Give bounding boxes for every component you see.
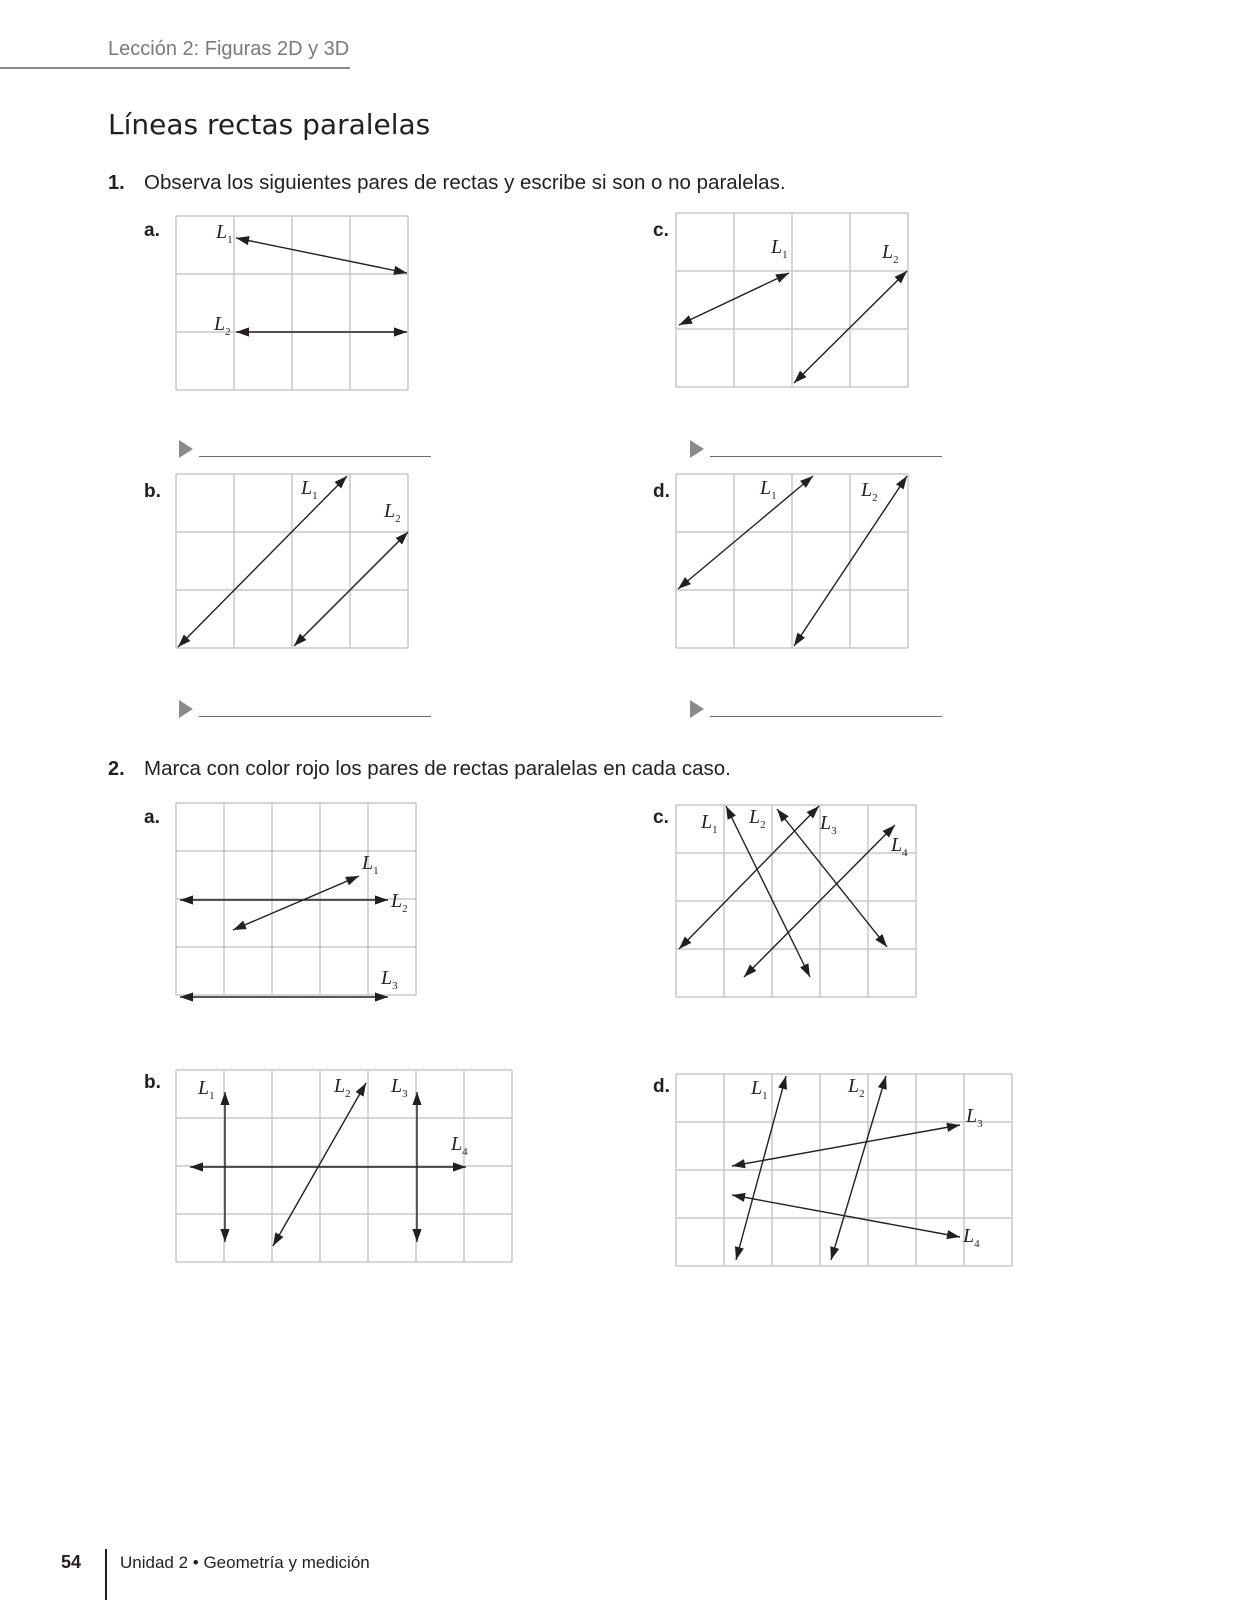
figure-q2-d <box>675 1073 1013 1267</box>
figure-q2-a <box>175 802 417 996</box>
figure-q2-b <box>175 1069 513 1263</box>
arrowhead-icon <box>679 315 693 325</box>
line-label-L2: $L_2$ <box>391 890 408 915</box>
question-2-text: Marca con color rojo los pares de rectas paralelas en cada caso. <box>144 757 731 780</box>
q1-item-d-letter: d. <box>653 481 670 502</box>
answer-line-d[interactable] <box>690 697 950 721</box>
arrowhead-icon <box>356 1083 366 1097</box>
arrowhead-icon <box>875 934 887 947</box>
arrowhead-icon <box>236 327 249 336</box>
arrowhead-icon <box>394 327 407 336</box>
line-label-L1: $L_1$ <box>771 236 788 261</box>
arrowhead-icon <box>412 1092 421 1105</box>
line-L1 <box>726 806 810 977</box>
arrowhead-icon <box>190 1162 203 1171</box>
arrowhead-icon <box>236 236 250 245</box>
q1-item-b-letter: b. <box>144 481 161 502</box>
figure-q1-c <box>675 212 909 388</box>
line-label-L2: $L_2$ <box>848 1075 865 1100</box>
q2-item-d-letter: d. <box>653 1076 670 1097</box>
line-label-L2: $L_2$ <box>334 1075 351 1100</box>
answer-line-c[interactable] <box>690 437 950 461</box>
footer-unit: Unidad 2 • Geometría y medición <box>120 1553 370 1572</box>
line-label-L2: $L_2$ <box>861 479 878 504</box>
answer-marker-icon <box>179 700 193 718</box>
answer-blank-b[interactable] <box>199 716 431 717</box>
question-1-text: Observa los siguientes pares de rectas y escribe si son o no paralelas. <box>144 171 786 194</box>
q2-item-b-letter: b. <box>144 1072 161 1093</box>
arrowhead-icon <box>735 1246 744 1260</box>
q1-item-c-letter: c. <box>653 220 669 241</box>
line-label-L3: $L_3$ <box>966 1105 983 1130</box>
arrowhead-icon <box>345 876 359 885</box>
arrowhead-icon <box>180 992 193 1001</box>
arrowhead-icon <box>412 1229 421 1242</box>
line-L1 <box>178 476 347 647</box>
arrowhead-icon <box>777 809 789 822</box>
figure-q1-a <box>175 215 409 391</box>
answer-blank-d[interactable] <box>710 716 942 717</box>
arrowhead-icon <box>726 806 736 820</box>
answer-marker-icon <box>690 440 704 458</box>
line-label-L2: $L_2$ <box>882 241 899 266</box>
line-L3 <box>732 1125 960 1166</box>
footer-divider <box>105 1549 107 1600</box>
line-label-L1: $L_1$ <box>751 1077 768 1102</box>
arrowhead-icon <box>375 895 388 904</box>
arrowhead-icon <box>946 1123 960 1132</box>
answer-blank-c[interactable] <box>710 456 942 457</box>
arrowhead-icon <box>220 1092 229 1105</box>
arrowhead-icon <box>375 992 388 1001</box>
line-L2 <box>294 532 408 646</box>
arrowhead-icon <box>273 1232 283 1246</box>
figure-q1-d <box>675 473 909 649</box>
line-label-L3: $L_3$ <box>381 967 398 992</box>
line-label-L2: $L_2$ <box>384 500 401 525</box>
arrowhead-icon <box>233 921 247 930</box>
question-1-number: 1. <box>108 172 125 194</box>
arrowhead-icon <box>800 963 810 977</box>
line-label-L4: $L_4$ <box>891 834 908 859</box>
line-label-L2: $L_2$ <box>214 313 231 338</box>
line-L4 <box>732 1195 960 1237</box>
header-rule <box>0 67 350 69</box>
arrowhead-icon <box>946 1230 960 1239</box>
section-title: Líneas rectas paralelas <box>108 108 431 141</box>
line-label-L1: $L_1$ <box>362 852 379 877</box>
line-label-L1: $L_1$ <box>216 221 233 246</box>
arrowhead-icon <box>778 1076 787 1090</box>
page-number: 54 <box>61 1552 82 1572</box>
arrowhead-icon <box>732 1193 746 1202</box>
arrowhead-icon <box>878 1076 887 1090</box>
answer-line-a[interactable] <box>179 437 439 461</box>
answer-marker-icon <box>690 700 704 718</box>
arrowhead-icon <box>794 633 805 646</box>
line-L1 <box>236 238 407 273</box>
line-label-L1: $L_1$ <box>701 811 718 836</box>
arrowhead-icon <box>896 476 907 489</box>
arrowhead-icon <box>775 273 789 283</box>
line-L1 <box>736 1076 786 1260</box>
arrowhead-icon <box>220 1229 229 1242</box>
q2-item-a-letter: a. <box>144 807 160 828</box>
q2-item-c-letter: c. <box>653 807 669 828</box>
arrowhead-icon <box>180 895 193 904</box>
arrowhead-icon <box>830 1246 839 1260</box>
figure-q2-c <box>675 804 917 998</box>
lesson-header: Lección 2: Figuras 2D y 3D <box>108 38 350 60</box>
line-label-L3: $L_3$ <box>820 812 837 837</box>
q1-item-a-letter: a. <box>144 220 160 241</box>
line-label-L3: $L_3$ <box>391 1075 408 1100</box>
line-label-L1: $L_1$ <box>198 1077 215 1102</box>
answer-marker-icon <box>179 440 193 458</box>
line-L1 <box>233 876 359 930</box>
line-label-L2: $L_2$ <box>749 806 766 831</box>
line-label-L1: $L_1$ <box>301 477 318 502</box>
line-label-L1: $L_1$ <box>760 477 777 502</box>
line-label-L4: $L_4$ <box>963 1225 980 1250</box>
answer-line-b[interactable] <box>179 697 439 721</box>
line-label-L4: $L_4$ <box>451 1133 468 1158</box>
figure-q1-b <box>175 473 409 649</box>
question-2-number: 2. <box>108 758 125 780</box>
line-L2 <box>831 1076 886 1260</box>
answer-blank-a[interactable] <box>199 456 431 457</box>
arrowhead-icon <box>732 1159 746 1168</box>
